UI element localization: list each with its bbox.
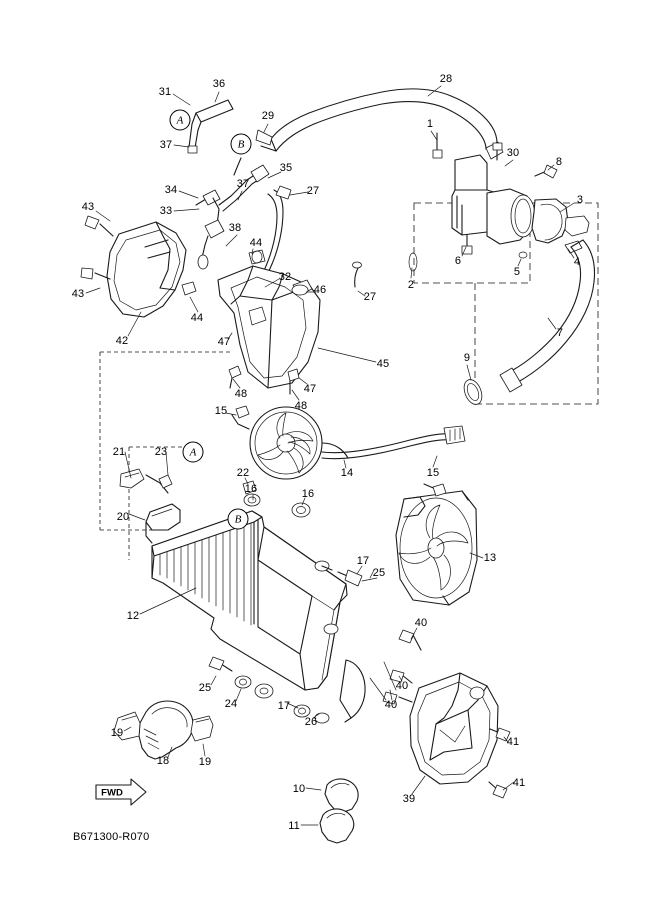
- callout-7: 7: [556, 327, 564, 339]
- callout-42: 42: [115, 335, 129, 347]
- callout-5: 5: [513, 266, 521, 278]
- reference-callout-a-bottom: A: [183, 442, 204, 463]
- callout-16-right: 16: [301, 488, 315, 500]
- callout-25-lower: 25: [198, 682, 212, 694]
- callout-19-left: 19: [110, 727, 124, 739]
- callout-38: 38: [228, 222, 242, 234]
- callout-40-upper: 40: [414, 617, 428, 629]
- callout-14: 14: [340, 467, 354, 479]
- part-code-label: B671300-R070: [73, 831, 150, 843]
- callout-20: 20: [116, 511, 130, 523]
- fwd-direction-label: FWD: [101, 787, 123, 799]
- callout-10: 10: [292, 783, 306, 795]
- callout-19-right: 19: [198, 756, 212, 768]
- callout-21: 21: [112, 446, 126, 458]
- callout-40-middle: 40: [395, 680, 409, 692]
- reference-callout-b-top: B: [231, 134, 252, 155]
- reference-callout-a-top: A: [170, 110, 191, 131]
- callout-28: 28: [439, 73, 453, 85]
- callout-15-right: 15: [426, 467, 440, 479]
- callout-41-upper: 41: [506, 736, 520, 748]
- callout-45: 45: [376, 358, 390, 370]
- callout-27-lower: 27: [363, 291, 377, 303]
- callout-6: 6: [454, 255, 462, 267]
- callout-8: 8: [555, 156, 563, 168]
- callout-24: 24: [224, 698, 238, 710]
- callout-9: 9: [463, 352, 471, 364]
- callout-17-lower: 17: [277, 700, 291, 712]
- callout-47-lower: 47: [303, 383, 317, 395]
- callout-43-upper: 43: [81, 201, 95, 213]
- callout-36: 36: [212, 78, 226, 90]
- callout-34: 34: [164, 184, 178, 196]
- callout-40-lower: 40: [384, 699, 398, 711]
- callout-27-upper: 27: [306, 185, 320, 197]
- callout-18: 18: [156, 755, 170, 767]
- callout-11: 11: [288, 820, 300, 832]
- callout-33: 33: [159, 205, 173, 217]
- callout-39: 39: [402, 793, 416, 805]
- callout-17-upper: 17: [356, 555, 370, 567]
- callout-15-left: 15: [214, 405, 228, 417]
- callout-44-lower: 44: [190, 312, 204, 324]
- callout-41-lower: 41: [512, 777, 526, 789]
- callout-26: 26: [304, 716, 318, 728]
- callout-30: 30: [506, 147, 520, 159]
- callout-44-upper: 44: [249, 237, 263, 249]
- callout-4: 4: [573, 256, 581, 268]
- callout-1: 1: [426, 118, 434, 130]
- callout-22: 22: [236, 467, 250, 479]
- callout-35: 35: [279, 162, 293, 174]
- callout-2: 2: [407, 279, 415, 291]
- callout-37-upper: 37: [159, 139, 173, 151]
- callout-12: 12: [126, 610, 140, 622]
- callout-47-upper: 47: [217, 336, 231, 348]
- callout-48-right: 48: [294, 400, 308, 412]
- callout-13: 13: [483, 552, 497, 564]
- reference-callout-b-bottom: B: [228, 509, 249, 530]
- callout-16-left: 16: [244, 483, 258, 495]
- callout-25-upper: 25: [372, 567, 386, 579]
- callout-23: 23: [154, 446, 168, 458]
- callout-43-lower: 43: [71, 288, 85, 300]
- callout-48-left: 48: [234, 388, 248, 400]
- callout-37-lower: 37: [236, 178, 250, 190]
- callout-31: 31: [158, 86, 172, 98]
- callout-3: 3: [576, 194, 584, 206]
- callout-46: 46: [313, 284, 327, 296]
- callout-29: 29: [261, 110, 275, 122]
- callout-32: 32: [278, 271, 292, 283]
